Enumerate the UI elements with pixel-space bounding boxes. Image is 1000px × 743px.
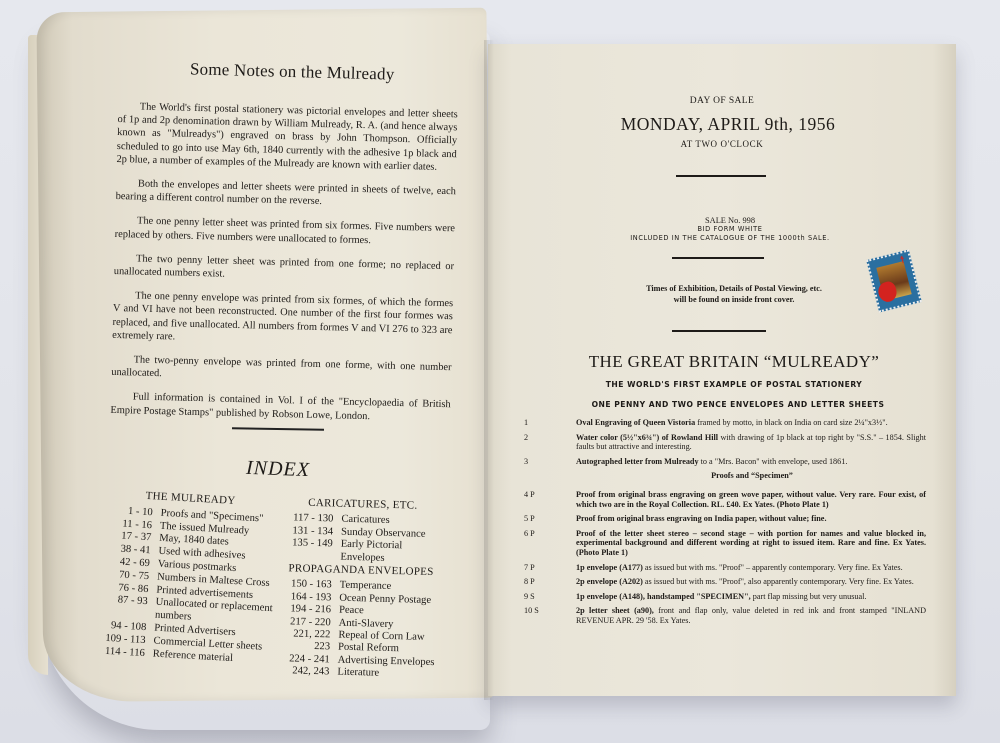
divider-rule — [672, 257, 764, 259]
index-label: Proofs and "Specimens" — [160, 507, 264, 525]
exhibition-line: will be found on inside front cover. — [673, 294, 795, 304]
lot-detail: part flap missing but very unusual. — [750, 591, 867, 601]
lorraine-cross-icon: ☨ — [898, 254, 907, 267]
lot-number: 6 P — [524, 528, 535, 538]
lot-item — [518, 529, 926, 558]
divider-rule — [676, 175, 766, 177]
index-label: May, 1840 dates — [158, 533, 230, 548]
index-label: Various postmarks — [157, 558, 237, 575]
lot-item — [518, 592, 926, 602]
index-range: 242, 243 — [292, 665, 330, 678]
lot-detail: with drawing of 1p black at top right by "S.S." – 1854. Slight faults but attractive and interesting. — [576, 432, 926, 452]
notes-body — [110, 100, 458, 436]
index-range: 223 — [314, 641, 331, 653]
lot-number: 10 S — [524, 606, 539, 616]
index-range: 164 - 193 — [290, 591, 332, 604]
index-range: 38 - 41 — [120, 543, 151, 557]
lot-detail: to a "Mrs. Bacon" with envelope, used 1861. — [698, 456, 848, 466]
lot-description — [576, 514, 926, 524]
lot-item — [518, 577, 926, 587]
bid-form-note: BID FORM WHITE — [697, 225, 763, 233]
index-title: INDEX — [245, 456, 311, 482]
lot-item — [518, 418, 926, 428]
sale-date: MONDAY, APRIL 9th, 1956 — [620, 114, 836, 134]
notes-paragraph: The World's first postal stationery was pictorial envelopes and letter sheets of 1p and 2p denomination drawn by William Mulready, R. A. (and hence always known as "Mulreadys") engraved on brass by John Thompson. Officially scheduled to go into use May 6th, 1840 currently with the adhesive 1p black and 2p blue, a number of examples of the Mulready are known with earlier dates. — [116, 101, 458, 173]
index-label: Printed Advertisers — [153, 622, 236, 639]
lot-title: Proof from original brass engraving on India paper, without value; fine. — [576, 514, 827, 524]
lot-item — [518, 490, 926, 509]
lot-description — [576, 418, 926, 428]
index-range: 217 - 220 — [289, 616, 331, 629]
index-label: Anti-Slavery — [338, 617, 394, 630]
index-section-caricatures-propaganda — [273, 496, 448, 682]
notes-paragraph: The one penny envelope was printed from six formes, of which the formes V and VI have not been reconstructed. One number of the first four formes was replaced, and five unallocated. All numbers from formes V and VI 276 to 323 are extremely rare. — [112, 290, 454, 343]
index-range: 117 - 130 — [293, 512, 334, 525]
notes-paragraph: Full information is contained in Vol. I of the "Encyclopaedia of British Empire Postage Stamps" published by Robson Lowe, London. — [110, 391, 451, 422]
lot-title: Proof of the letter sheet stereo – second stage – with portion for names and value blocked in, experimental background and different wording at right to issued item. Rare and fine. Ex Yates. (Photo Plate 1) — [576, 528, 926, 557]
lot-item — [518, 433, 926, 452]
lot-title: Oval Engraving of Queen Vistoria — [576, 418, 696, 427]
section-subtitle: ONE PENNY AND TWO PENCE ENVELOPES AND LETTER SHEETS — [591, 400, 885, 409]
notes-title: Some Notes on the Mulready — [189, 59, 395, 84]
lot-detail: as issued but with ms. "Proof", also apparently contemporary. Very fine. Ex Yates. — [642, 577, 914, 587]
exhibition-line: Times of Exhibition, Details of Postal Viewing, etc. — [646, 284, 822, 293]
included-note: INCLUDED IN THE CATALOGUE OF THE 1000th SALE. — [630, 234, 830, 242]
notes-paragraph: Both the envelopes and letter sheets were printed in sheets of twelve, each bearing a different control number on the reverse. — [115, 178, 456, 208]
notes-paragraph: The two penny letter sheet was printed from one forme; no replaced or unallocated numbers exist. — [113, 253, 455, 280]
divider-rule — [672, 330, 766, 332]
sale-number-block — [496, 216, 964, 243]
index-label: Peace — [338, 604, 364, 617]
lot-description — [576, 606, 926, 625]
index-section-mulready — [102, 488, 281, 668]
lot-item — [518, 514, 926, 524]
index-range: 114 - 116 — [104, 645, 146, 659]
lot-number: 1 — [524, 418, 529, 427]
index-range: 42 - 69 — [119, 556, 151, 570]
sale-time: AT TWO O'CLOCK — [680, 139, 764, 149]
section-subtitle: THE WORLD'S FIRST EXAMPLE OF POSTAL STATIONERY — [605, 380, 863, 389]
index-label: Literature — [337, 666, 380, 679]
index-range: 109 - 113 — [105, 632, 146, 646]
lot-title: Autographed letter from Mulready — [576, 456, 699, 466]
sale-number: SALE No. 998 — [704, 216, 756, 225]
sale-catalogue-page — [488, 44, 956, 696]
lot-item — [518, 457, 926, 467]
index-heading: PROPAGANDA ENVELOPES — [288, 562, 434, 579]
index-label: Reference material — [152, 648, 234, 664]
lot-number: 2 — [524, 432, 529, 442]
lot-description — [576, 592, 926, 602]
lot-number: 8 P — [524, 577, 535, 587]
index-range: 131 - 134 — [292, 525, 334, 538]
index-label: Repeal of Corn Law — [338, 629, 425, 643]
index-label: Commercial Letter sheets — [153, 635, 263, 653]
lot-title: Proof from original brass engraving on green wove paper, without value. Very rare. Four exist, of which two are in the Royal Collection. RL. £40. Ex Yates. (Photo Plate 1) — [576, 489, 926, 509]
index-range: 150 - 163 — [290, 578, 332, 591]
lot-title: 2p envelope (A202) — [576, 577, 643, 587]
lot-description — [576, 529, 926, 558]
proofs-heading: Proofs and “Specimen” — [711, 471, 793, 481]
index-range: 194 - 216 — [290, 603, 332, 616]
lot-detail: framed by motto, in black on India on card size 2¼"x3½". — [695, 418, 888, 427]
lot-number: 9 S — [524, 591, 535, 601]
notes-paragraph: The one penny letter sheet was printed from six formes. Five numbers were replaced by others. Five numbers were unallocated to formes. — [114, 215, 456, 246]
lot-number: 7 P — [524, 562, 535, 572]
index-label: Numbers in Maltese Cross — [156, 571, 270, 589]
index-range: 87 - 93 — [117, 594, 148, 608]
index-label: Used with adhesives — [158, 545, 246, 562]
index-label: Temperance — [339, 580, 392, 593]
index-range: 221, 222 — [293, 628, 331, 641]
index-range: 1 - 10 — [127, 505, 153, 519]
lot-title: 1p envelope (A177) — [576, 562, 643, 572]
index-range: 11 - 16 — [122, 518, 153, 531]
lot-detail: as issued but with ms. "Proof" – apparently contemporary. Very fine. Ex Yates. — [642, 562, 903, 572]
index-label: Unallocated or replacement numbers — [154, 597, 273, 623]
lot-number: 5 P — [524, 514, 535, 524]
index-range: 76 - 86 — [118, 582, 149, 595]
lot-description — [576, 433, 926, 452]
index-label: Caricatures — [341, 514, 390, 527]
lot-item — [518, 606, 926, 625]
lot-description — [576, 490, 926, 509]
index-label: Ocean Penny Postage — [339, 592, 432, 606]
index-label: Early Pictorial Envelopes — [340, 538, 403, 564]
index-label: Printed advertisements — [156, 584, 254, 601]
notes-paragraph: The two-penny envelope was printed from one forme, with one number unallocated. — [111, 354, 452, 380]
section-title: THE GREAT BRITAIN “MULREADY” — [588, 352, 880, 371]
lot-title: 1p envelope (A148), handstamped "SPECIMEN", — [576, 591, 751, 601]
index-range: 17 - 37 — [120, 530, 152, 544]
index-range: 224 - 241 — [288, 653, 330, 666]
day-of-sale-label: DAY OF SALE — [689, 96, 755, 106]
lot-number: 4 P — [524, 489, 535, 499]
lot-item — [518, 563, 926, 573]
lot-description — [576, 457, 926, 467]
lot-description — [576, 563, 926, 573]
index-label: The issued Mulready — [159, 520, 250, 537]
index-label: Postal Reform — [337, 642, 400, 655]
lot-title: 2p letter sheet (a90), — [576, 606, 654, 616]
index-heading: CARICATURES, ETC. — [308, 496, 418, 512]
lot-title: Water color (5½"x6¾") of Rowland Hill — [576, 432, 719, 442]
index-range: 94 - 108 — [110, 620, 147, 634]
lot-number: 3 — [524, 456, 529, 466]
lot-detail: front and flap only, value deleted in red ink and front stamped "INLAND REVENUE APR. 29 '58. Ex Yates. — [576, 606, 926, 625]
index-range: 135 - 149 — [292, 537, 333, 550]
lot-description — [576, 577, 926, 587]
index-label: Sunday Observance — [340, 526, 426, 540]
index-label: Advertising Envelopes — [337, 654, 435, 669]
index-range: 70 - 75 — [118, 569, 150, 582]
index-heading: THE MULREADY — [145, 489, 236, 507]
lot-list — [518, 418, 926, 631]
